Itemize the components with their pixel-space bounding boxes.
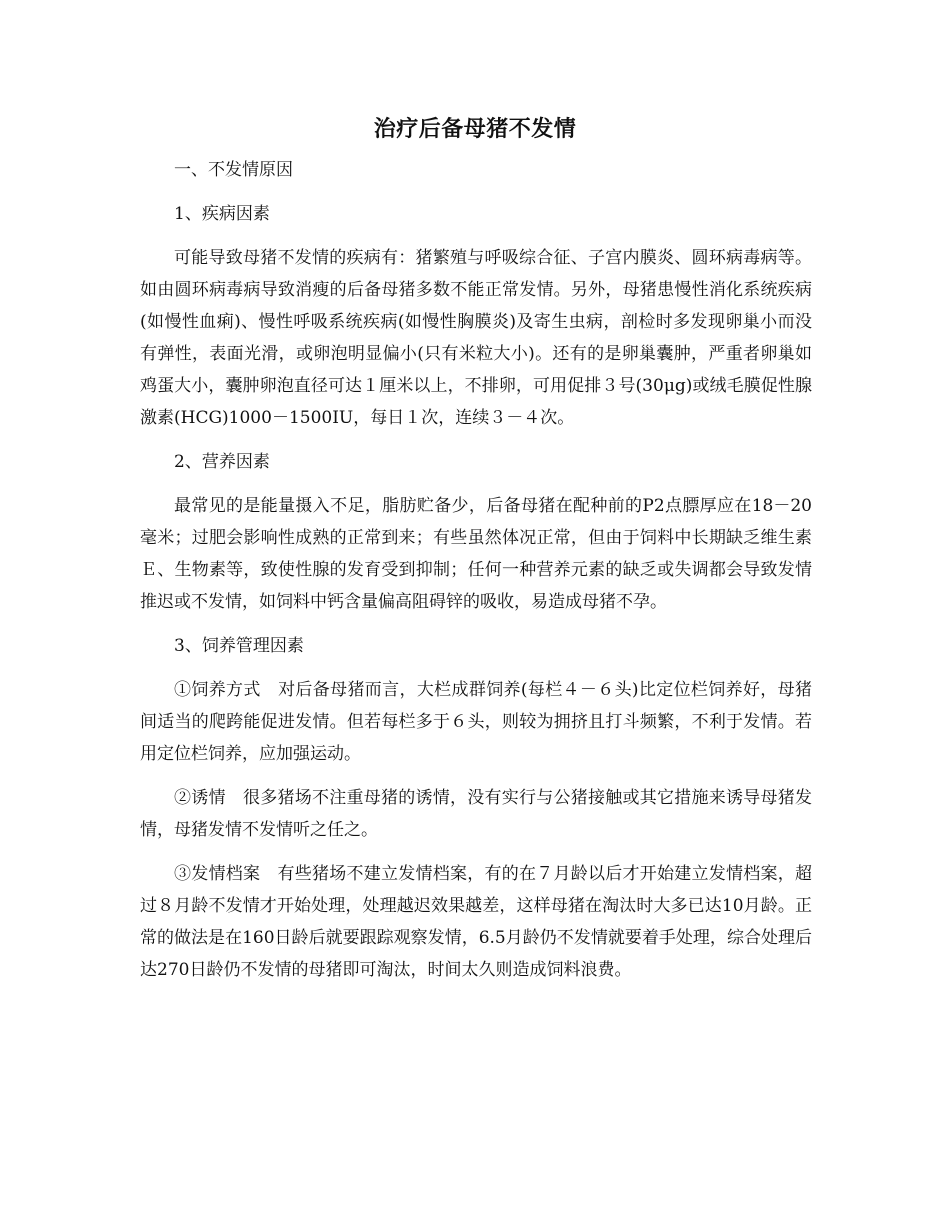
paragraph-estrus-induction: ②诱情 很多猪场不注重母猪的诱情，没有实行与公猪接触或其它措施来诱导母猪发情，母猪发情不发情听之任之。 bbox=[140, 788, 812, 840]
paragraph-disease: 可能导致母猪不发情的疾病有：猪繁殖与呼吸综合征、子宫内膜炎、圆环病毒病等。如由圆环病毒病导致消瘦的后备母猪多数不能正常发情。另外，母猪患慢性消化系统疾病(如慢性血痢)、慢性呼吸系统疾病(如慢性胸膜炎)及寄生虫病，剖检时多发现卵巢小而没有弹性，表面光滑，或卵泡明显偏小(只有米粒大小)。还有的是卵巢囊肿，严重者卵巢如鸡蛋大小，囊肿卵泡直径可达１厘米以上，不排卵，可用促排３号(30μg)或绒毛膜促性腺激素(HCG)1000－1500IU，每日１次，连续３－４次。 bbox=[140, 248, 812, 428]
section-heading-causes: 一、不发情原因 bbox=[174, 160, 293, 180]
subsection-heading-nutrition: 2、营养因素 bbox=[174, 452, 270, 472]
paragraph-nutrition: 最常见的是能量摄入不足，脂肪贮备少，后备母猪在配种前的P2点膘厚应在18－20毫米；过肥会影响性成熟的正常到来；有些虽然体况正常，但由于饲料中长期缺乏维生素Ｅ、生物素等，致使性腺的发育受到抑制；任何一种营养元素的缺乏或失调都会导致发情推迟或不发情，如饲料中钙含量偏高阻碍锌的吸收，易造成母猪不孕。 bbox=[140, 496, 812, 612]
subsection-heading-management: 3、饲养管理因素 bbox=[174, 636, 304, 656]
subsection-heading-disease: 1、疾病因素 bbox=[174, 204, 270, 224]
page-title: 治疗后备母猪不发情 bbox=[373, 116, 577, 142]
paragraph-estrus-records: ③发情档案 有些猪场不建立发情档案，有的在７月龄以后才开始建立发情档案，超过８月龄不发情才开始处理，处理越迟效果越差，这样母猪在淘汰时大多已达10月龄。正常的做法是在160日龄后就要跟踪观察发情，6.5月龄仍不发情就要着手处理，综合处理后达270日龄仍不发情的母猪即可淘汰，时间太久则造成饲料浪费。 bbox=[140, 864, 812, 980]
document-body bbox=[140, 154, 812, 998]
paragraph-feeding-method: ①饲养方式 对后备母猪而言，大栏成群饲养(每栏４－６头)比定位栏饲养好，母猪间适当的爬跨能促进发情。但若每栏多于６头，则较为拥挤且打斗频繁，不利于发情。若用定位栏饲养，应加强运动。 bbox=[140, 680, 812, 764]
